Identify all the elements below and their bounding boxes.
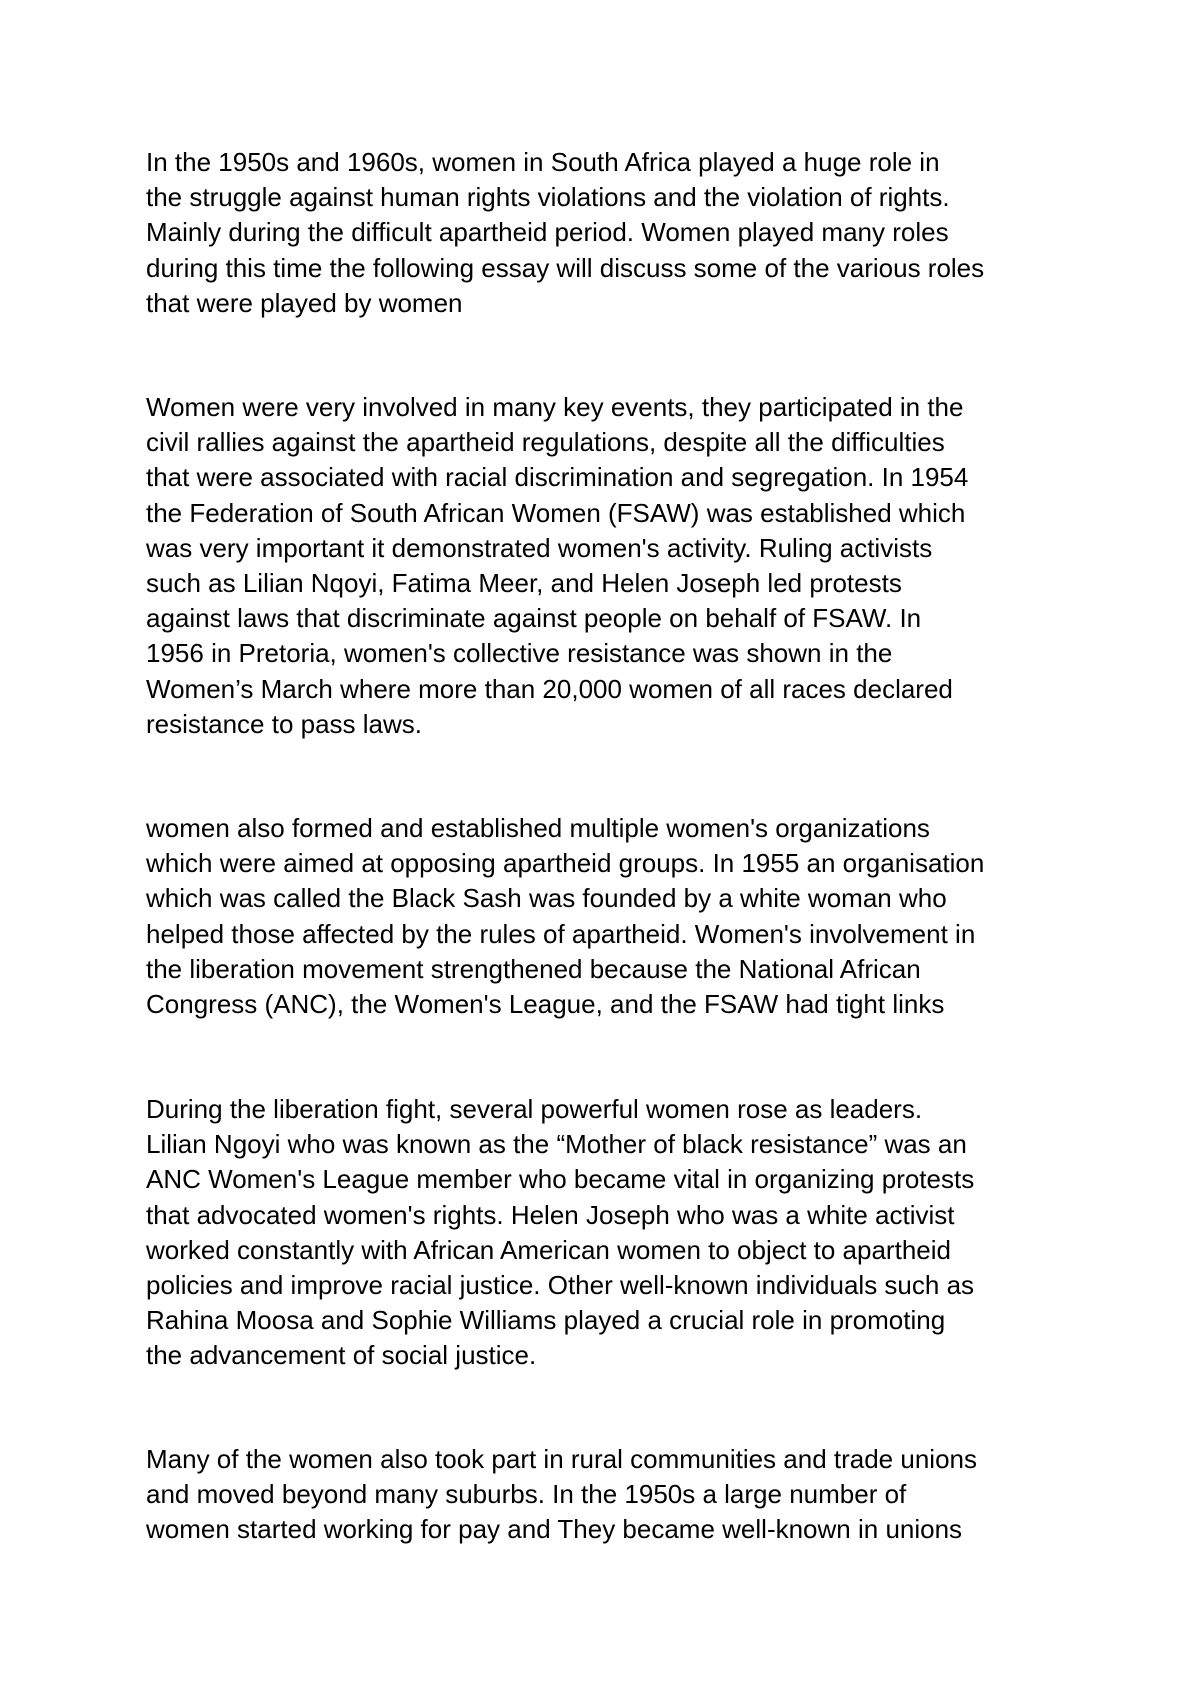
text-line: which were aimed at opposing apartheid groups. In 1955 an organisation (146, 848, 985, 879)
text-line: which was called the Black Sash was founded by a white woman who (146, 883, 947, 914)
text-line: resistance to pass laws. (146, 708, 423, 739)
text-line: such as Lilian Nqoyi, Fatima Meer, and Helen Joseph led protests (146, 568, 902, 599)
text-line: that were associated with racial discrimination and segregation. In 1954 (146, 462, 969, 493)
text-line: the struggle against human rights violations and the violation of rights. (146, 182, 950, 213)
text-line: during this time the following essay will discuss some of the various roles (146, 252, 985, 283)
text-line: Women’s March where more than 20,000 women of all races declared (146, 673, 953, 704)
text-line: In the 1950s and 1960s, women in South Africa played a huge role in (146, 147, 940, 177)
text-line: worked constantly with African American women to object to apartheid (146, 1234, 951, 1265)
text-line: that were played by women (146, 287, 463, 318)
text-line: the Federation of South African Women (FSAW) was established which (146, 497, 966, 528)
text-line: that advocated women's rights. Helen Joseph who was a white activist (146, 1199, 955, 1230)
text-line: policies and improve racial justice. Other well-known individuals such as (146, 1270, 975, 1301)
text-line: 1956 in Pretoria, women's collective resistance was shown in the (146, 638, 893, 669)
paragraph-organizations (146, 811, 1086, 1022)
text-line: helped those affected by the rules of apartheid. Women's involvement in (146, 918, 976, 949)
text-line: During the liberation fight, several powerful women rose as leaders. (146, 1094, 923, 1124)
text-line: Rahina Moosa and Sophie Williams played a crucial role in promoting (146, 1305, 946, 1336)
text-line: women started working for pay and They became well-known in unions (146, 1514, 963, 1545)
text-line: Women were very involved in many key events, they participated in the (146, 392, 964, 422)
text-line: against laws that discriminate against people on behalf of FSAW. In (146, 603, 922, 634)
text-line: Congress (ANC), the Women's League, and the FSAW had tight links (146, 989, 945, 1020)
text-line: was very important it demonstrated women's activity. Ruling activists (146, 532, 933, 563)
paragraph-leaders (146, 1092, 1086, 1374)
paragraph-introduction (146, 145, 1086, 321)
text-line: and moved beyond many suburbs. In the 1950s a large number of (146, 1479, 907, 1510)
text-line: civil rallies against the apartheid regulations, despite all the difficulties (146, 427, 945, 458)
text-line: the advancement of social justice. (146, 1340, 537, 1371)
text-line: ANC Women's League member who became vital in organizing protests (146, 1164, 975, 1195)
text-line: Lilian Ngoyi who was known as the “Mother of black resistance” was an (146, 1129, 967, 1160)
paragraph-trade-unions (146, 1442, 1086, 1548)
paragraph-key-events (146, 390, 1086, 742)
text-line: women also formed and established multiple women's organizations (146, 813, 930, 843)
text-line: Many of the women also took part in rural communities and trade unions (146, 1444, 977, 1474)
text-line: the liberation movement strengthened because the National African (146, 953, 921, 984)
text-line: Mainly during the difficult apartheid period. Women played many roles (146, 217, 949, 248)
